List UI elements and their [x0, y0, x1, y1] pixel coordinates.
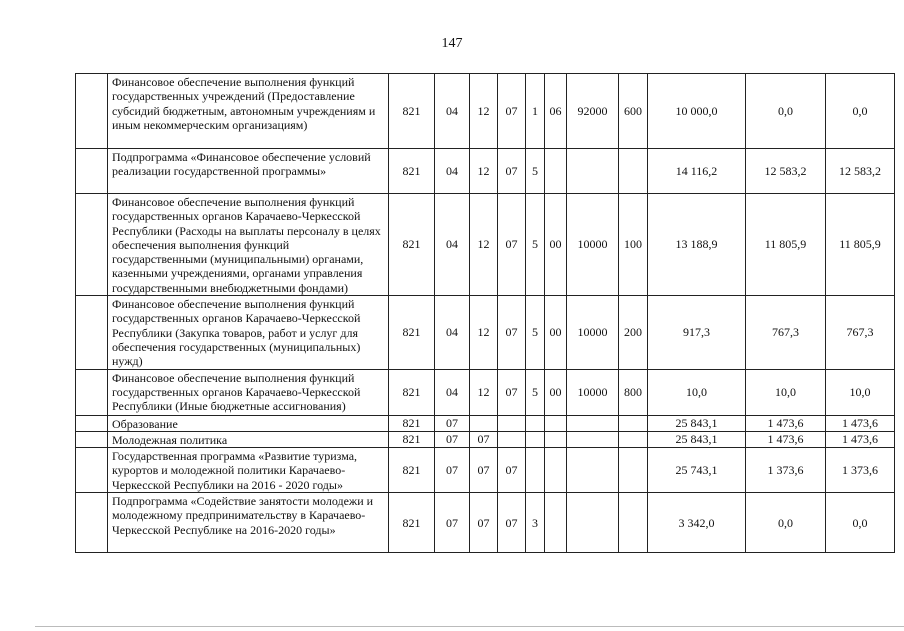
- subprogram-code: [526, 415, 545, 431]
- amount-1: 10,0: [648, 369, 746, 415]
- ministry-code: 821: [389, 369, 435, 415]
- section-code: 07: [435, 448, 470, 493]
- item-name: Подпрограмма «Содействие занятости молодежи и молодежному предпринимательству в Карачаево-Черкесской Республике на 2016-2020 годы»: [108, 493, 389, 553]
- amount-2: 1 373,6: [746, 448, 826, 493]
- amount-1: 25 843,1: [648, 415, 746, 431]
- expense-type-code: [619, 431, 648, 447]
- ministry-code: 821: [389, 431, 435, 447]
- subprogram-code: [526, 448, 545, 493]
- subprogram-code: 5: [526, 149, 545, 194]
- amount-3: 11 805,9: [826, 194, 895, 296]
- table-row: [76, 74, 895, 149]
- subprogram-code: 1: [526, 74, 545, 149]
- main-event-code: 00: [545, 194, 567, 296]
- amount-3: 1 473,6: [826, 431, 895, 447]
- item-name: Образование: [108, 415, 389, 431]
- ministry-code: 821: [389, 493, 435, 553]
- direction-code: 10000: [567, 369, 619, 415]
- item-name: Молодежная политика: [108, 431, 389, 447]
- amount-1: 917,3: [648, 296, 746, 369]
- expense-type-code: [619, 149, 648, 194]
- table-row: [76, 194, 895, 296]
- amount-2: 0,0: [746, 74, 826, 149]
- subsection-code: 12: [470, 149, 498, 194]
- expense-type-code: [619, 448, 648, 493]
- subsection-code: 07: [470, 448, 498, 493]
- budget-table: [75, 73, 895, 553]
- ministry-code: 821: [389, 74, 435, 149]
- direction-code: 10000: [567, 296, 619, 369]
- direction-code: [567, 431, 619, 447]
- direction-code: 92000: [567, 74, 619, 149]
- expense-type-code: 800: [619, 369, 648, 415]
- main-event-code: 00: [545, 369, 567, 415]
- direction-code: [567, 493, 619, 553]
- section-code: 07: [435, 431, 470, 447]
- direction-code: 10000: [567, 194, 619, 296]
- amount-1: 13 188,9: [648, 194, 746, 296]
- amount-3: 767,3: [826, 296, 895, 369]
- amount-2: 1 473,6: [746, 431, 826, 447]
- table-row: [76, 493, 895, 553]
- main-event-code: [545, 448, 567, 493]
- amount-1: 10 000,0: [648, 74, 746, 149]
- expense-type-code: 600: [619, 74, 648, 149]
- program-code: 07: [498, 74, 526, 149]
- program-code: 07: [498, 296, 526, 369]
- item-name: Государственная программа «Развитие туризма, курортов и молодежной политики Карачаево-Черкесской Республики на 2016 - 2020 годы»: [108, 448, 389, 493]
- table-row: [76, 431, 895, 447]
- ministry-code: 821: [389, 149, 435, 194]
- item-name: Финансовое обеспечение выполнения функций государственных органов Карачаево-Черкесской Республики (Закупка товаров, работ и услуг для обеспечения государственных (муниципальных) нужд): [108, 296, 389, 369]
- ministry-code: 821: [389, 415, 435, 431]
- row-number-cell: [76, 431, 108, 447]
- expense-type-code: 100: [619, 194, 648, 296]
- program-code: [498, 431, 526, 447]
- expense-type-code: [619, 415, 648, 431]
- item-name: Финансовое обеспечение выполнения функций государственных учреждений (Предоставление субсидий бюджетным, автономным учреждениям и иным некоммерческим организациям): [108, 74, 389, 149]
- amount-1: 14 116,2: [648, 149, 746, 194]
- amount-3: 0,0: [826, 493, 895, 553]
- subprogram-code: 5: [526, 369, 545, 415]
- row-number-cell: [76, 296, 108, 369]
- subprogram-code: 5: [526, 194, 545, 296]
- row-number-cell: [76, 74, 108, 149]
- item-name: Финансовое обеспечение выполнения функций государственных органов Карачаево-Черкесской Республики (Расходы на выплаты персоналу в целях обеспечения выполнения функций государственными (муниципальными) органами, казенными учреждениями, органами управления государственными внебюджетными фондами): [108, 194, 389, 296]
- main-event-code: [545, 149, 567, 194]
- section-code: 04: [435, 74, 470, 149]
- row-number-cell: [76, 149, 108, 194]
- amount-1: 3 342,0: [648, 493, 746, 553]
- amount-3: 12 583,2: [826, 149, 895, 194]
- amount-2: 767,3: [746, 296, 826, 369]
- subsection-code: 12: [470, 296, 498, 369]
- ministry-code: 821: [389, 448, 435, 493]
- program-code: 07: [498, 493, 526, 553]
- main-event-code: 00: [545, 296, 567, 369]
- amount-2: 11 805,9: [746, 194, 826, 296]
- section-code: 07: [435, 415, 470, 431]
- page-bottom-edge: [35, 626, 904, 627]
- subsection-code: 12: [470, 369, 498, 415]
- item-name: Подпрограмма «Финансовое обеспечение условий реализации государственной программы»: [108, 149, 389, 194]
- amount-3: 10,0: [826, 369, 895, 415]
- ministry-code: 821: [389, 194, 435, 296]
- program-code: 07: [498, 149, 526, 194]
- section-code: 04: [435, 194, 470, 296]
- table-row: [76, 149, 895, 194]
- page-number: 147: [441, 36, 463, 51]
- direction-code: [567, 415, 619, 431]
- subprogram-code: [526, 431, 545, 447]
- expense-type-code: [619, 493, 648, 553]
- amount-2: 1 473,6: [746, 415, 826, 431]
- table-row: [76, 296, 895, 369]
- amount-3: 1 473,6: [826, 415, 895, 431]
- amount-3: 0,0: [826, 74, 895, 149]
- table-row: [76, 415, 895, 431]
- subprogram-code: 5: [526, 296, 545, 369]
- section-code: 07: [435, 493, 470, 553]
- section-code: 04: [435, 149, 470, 194]
- item-name: Финансовое обеспечение выполнения функций государственных органов Карачаево-Черкесской Республики (Иные бюджетные ассигнования): [108, 369, 389, 415]
- subsection-code: 07: [470, 431, 498, 447]
- row-number-cell: [76, 194, 108, 296]
- main-event-code: [545, 493, 567, 553]
- amount-2: 12 583,2: [746, 149, 826, 194]
- section-code: 04: [435, 369, 470, 415]
- direction-code: [567, 448, 619, 493]
- table-row: [76, 369, 895, 415]
- subsection-code: [470, 415, 498, 431]
- amount-3: 1 373,6: [826, 448, 895, 493]
- amount-1: 25 743,1: [648, 448, 746, 493]
- main-event-code: [545, 431, 567, 447]
- subsection-code: 07: [470, 493, 498, 553]
- row-number-cell: [76, 493, 108, 553]
- program-code: 07: [498, 194, 526, 296]
- table-row: [76, 448, 895, 493]
- row-number-cell: [76, 448, 108, 493]
- amount-2: 10,0: [746, 369, 826, 415]
- section-code: 04: [435, 296, 470, 369]
- main-event-code: [545, 415, 567, 431]
- subprogram-code: 3: [526, 493, 545, 553]
- ministry-code: 821: [389, 296, 435, 369]
- program-code: 07: [498, 448, 526, 493]
- program-code: 07: [498, 369, 526, 415]
- expense-type-code: 200: [619, 296, 648, 369]
- amount-1: 25 843,1: [648, 431, 746, 447]
- main-event-code: 06: [545, 74, 567, 149]
- direction-code: [567, 149, 619, 194]
- subsection-code: 12: [470, 74, 498, 149]
- amount-2: 0,0: [746, 493, 826, 553]
- row-number-cell: [76, 415, 108, 431]
- subsection-code: 12: [470, 194, 498, 296]
- row-number-cell: [76, 369, 108, 415]
- program-code: [498, 415, 526, 431]
